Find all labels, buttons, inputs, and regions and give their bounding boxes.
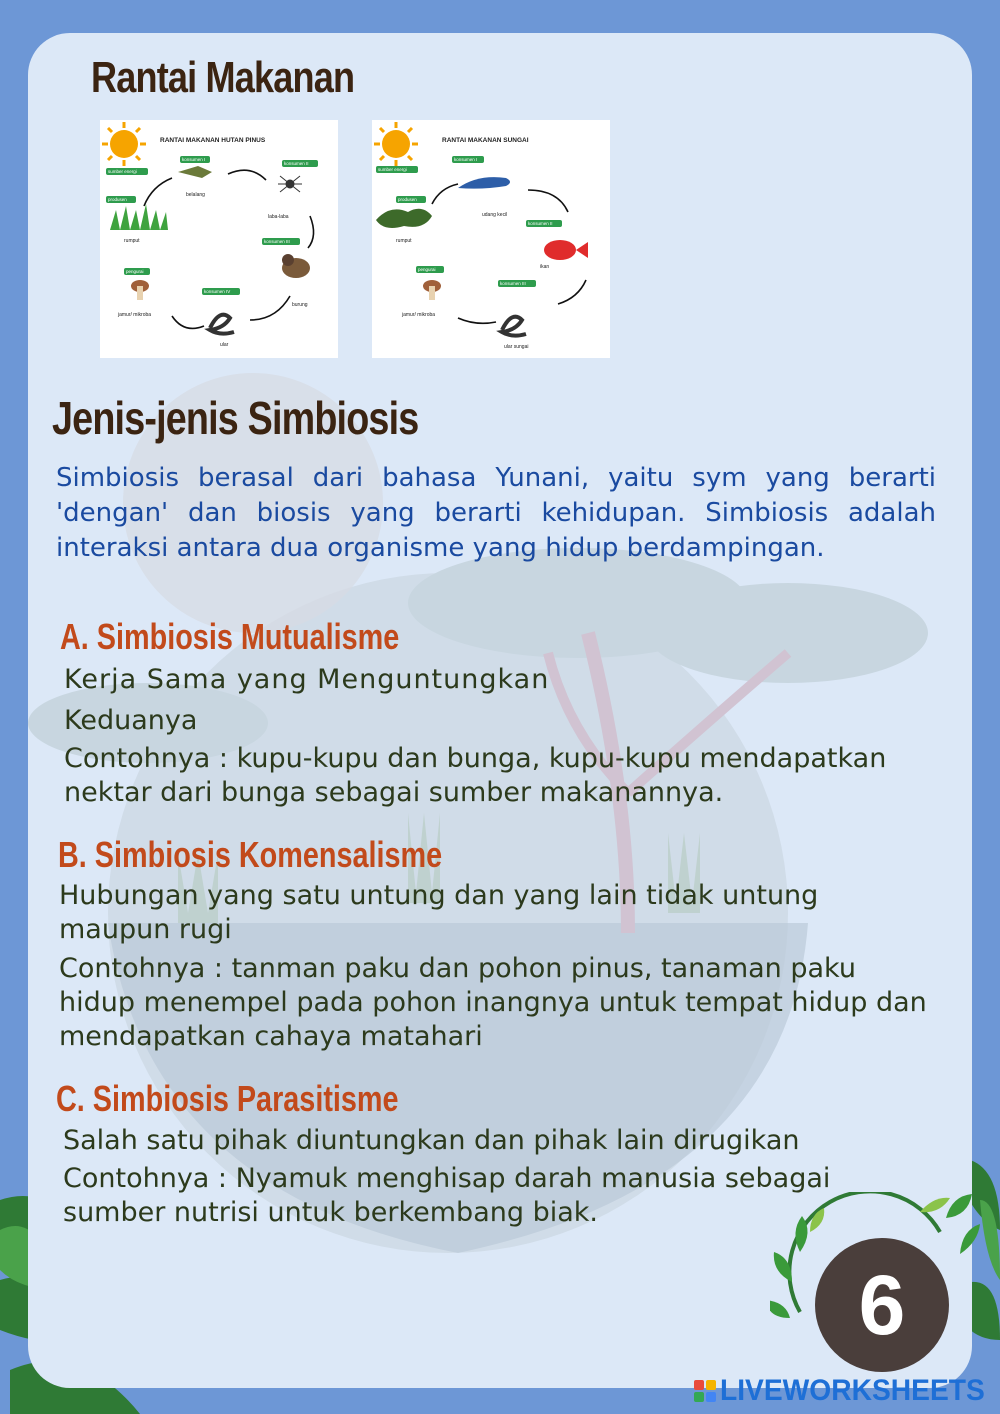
parasitism-example: Contohnya : Nyamuk menghisap darah manusia sebagai sumber nutrisi untuk berkembang biak. xyxy=(63,1163,831,1228)
chain-title: RANTAI MAKANAN HUTAN PINUS xyxy=(160,137,266,144)
chain-tag: konsumen I xyxy=(454,157,478,162)
sun-icon xyxy=(102,122,146,166)
chain-tag: konsumen IV xyxy=(204,289,231,294)
page-card xyxy=(28,33,972,1388)
chain-tag: konsumen II xyxy=(284,161,309,166)
arrow-icon xyxy=(172,316,204,328)
mutualism-line2: Keduanya xyxy=(64,705,198,736)
chain-label: belalang xyxy=(186,192,205,198)
brand-text: LIVEWORKSHEETS xyxy=(720,1374,985,1407)
intro-paragraph: Simbiosis berasal dari bahasa Yunani, yaitu sym yang berarti 'dengan' dan biosis yang berarti kehidupan. Simbiosis adalah interaksi antara dua organisme yang hidup berdampingan. xyxy=(56,463,936,563)
food-chain-river-image xyxy=(372,120,610,358)
fish-icon xyxy=(544,240,588,260)
chain-tag: pengurai xyxy=(418,267,436,272)
liveworksheets-logo-icon xyxy=(694,1380,716,1402)
commensalism-description: Hubungan yang satu untung dan yang lain tidak untung maupun rugi xyxy=(59,880,819,945)
chain-title: RANTAI MAKANAN SUNGAI xyxy=(442,137,529,144)
mutualism-heading: A. Simbiosis Mutualisme xyxy=(60,616,400,657)
mutualism-line1: Kerja Sama yang Menguntungkan xyxy=(64,664,550,695)
parasitism-description: Salah satu pihak diuntungkan dan pihak lain dirugikan xyxy=(63,1125,800,1156)
chain-label: rumput xyxy=(124,238,140,244)
chain-tag: produsen xyxy=(398,197,417,202)
chain-label: ikan xyxy=(540,264,550,270)
arrow-icon xyxy=(308,216,314,248)
bird-icon xyxy=(282,254,310,278)
chain-label: jamur/ mikroba xyxy=(402,312,436,318)
arrow-icon xyxy=(228,170,266,180)
chain-tag: konsumen I xyxy=(182,157,206,162)
grasshopper-icon xyxy=(178,166,212,178)
chain-label: rumput xyxy=(396,238,412,244)
shrimp-icon xyxy=(458,177,510,189)
chain-tag: konsumen III xyxy=(500,281,526,286)
page-title: Rantai Makanan xyxy=(91,53,355,102)
chain-label: ular xyxy=(220,342,229,348)
mushroom-icon xyxy=(131,280,149,300)
arrow-icon xyxy=(458,318,496,323)
commensalism-heading: B. Simbiosis Komensalisme xyxy=(58,834,443,875)
chain-label: jamur/ mikroba xyxy=(118,312,152,318)
section-title: Jenis-jenis Simbiosis xyxy=(52,392,419,444)
snake-icon xyxy=(210,315,234,334)
arrow-icon xyxy=(432,184,458,204)
chain-label: laba-laba xyxy=(268,214,289,220)
arrow-icon xyxy=(528,190,568,212)
commensalism-example: Contohnya : tanman paku dan pohon pinus, tanaman paku hidup menempel pada pohon inangnya untuk tempat hidup dan mendapatkan cahaya matahari xyxy=(59,953,927,1052)
moss-icon xyxy=(376,209,432,228)
chain-tag: konsumen II xyxy=(528,221,553,226)
chain-tag: sumber energi xyxy=(108,169,137,174)
chain-tag: konsumen III xyxy=(264,239,290,244)
parasitism-heading: C. Simbiosis Parasitisme xyxy=(56,1078,399,1119)
grass-icon xyxy=(110,204,168,230)
chain-tag: produsen xyxy=(108,197,127,202)
chain-tag: pengurai xyxy=(126,269,144,274)
spider-icon xyxy=(278,176,302,192)
snake-icon xyxy=(502,317,526,336)
page-number-badge: 6 xyxy=(815,1238,949,1372)
arrow-icon xyxy=(558,280,586,304)
arrow-icon xyxy=(144,178,172,206)
mushroom-icon xyxy=(423,280,441,300)
liveworksheets-brand xyxy=(694,1374,1000,1408)
chain-tag: sumber energi xyxy=(378,167,407,172)
sun-icon xyxy=(374,122,418,166)
food-chain-pine-forest-image xyxy=(100,120,338,358)
arrow-icon xyxy=(250,296,290,320)
chain-label: ular sungai xyxy=(504,344,529,350)
mutualism-example: Contohnya : kupu-kupu dan bunga, kupu-kupu mendapatkan nektar dari bunga sebagai sumber makanannya. xyxy=(64,743,887,808)
chain-label: burung xyxy=(292,302,308,308)
chain-label: udang kecil xyxy=(482,212,508,218)
